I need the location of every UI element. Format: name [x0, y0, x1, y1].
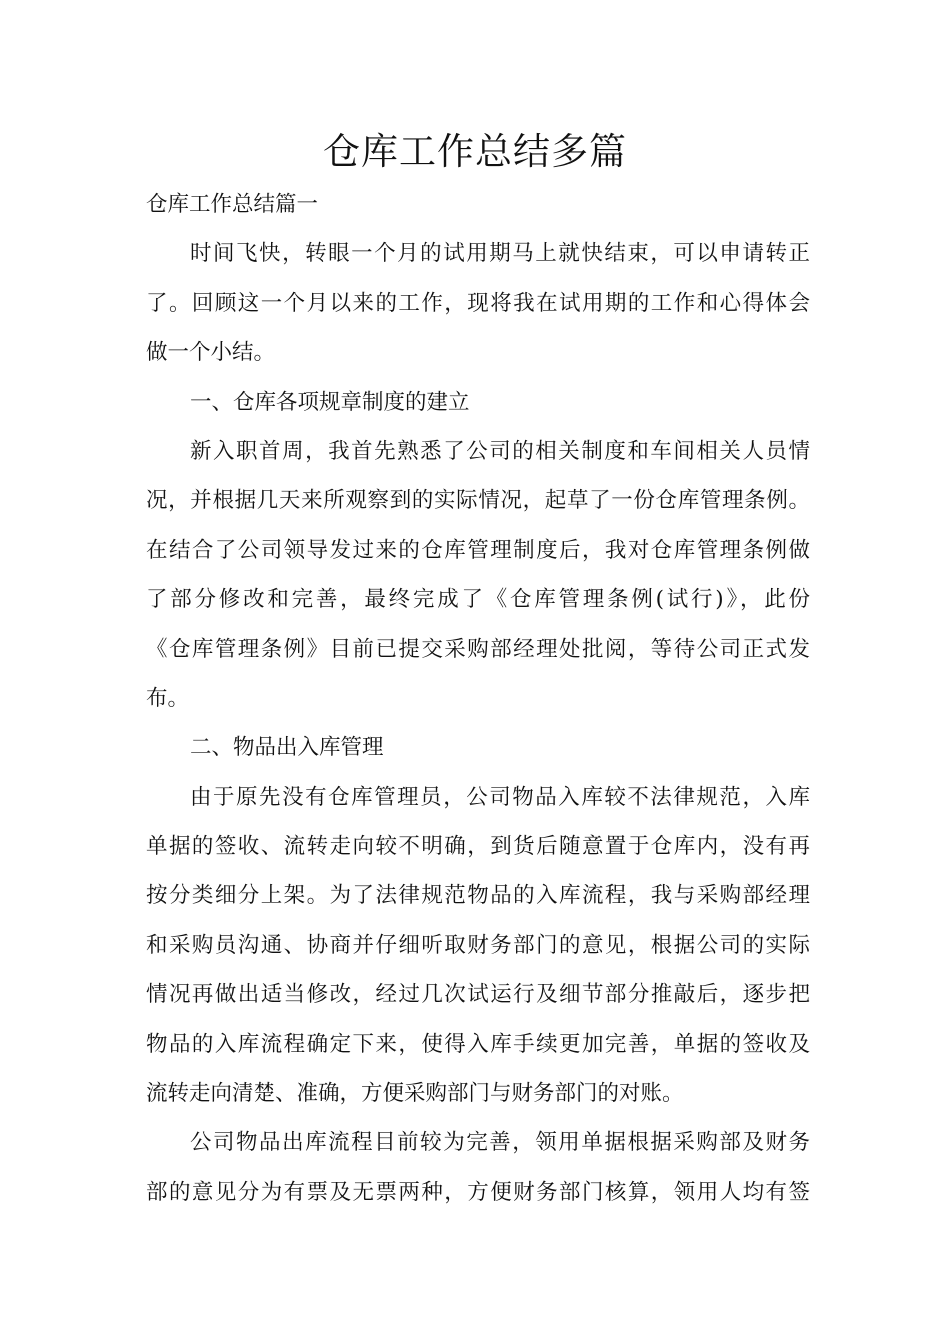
- text-line: 做一个小结。: [146, 340, 276, 366]
- text-line: 和采购员沟通、协商并仔细听取财务部门的意见，根据公司的实际: [146, 932, 810, 958]
- text-line: 了。回顾这一个月以来的工作，现将我在试用期的工作和心得体会: [146, 290, 810, 316]
- text-line: 况，并根据几天来所观察到的实际情况，起草了一份仓库管理条例。: [146, 488, 810, 514]
- text-line: 一、仓库各项规章制度的建立: [190, 389, 470, 415]
- text-line: 《仓库管理条例》目前已提交采购部经理处批阅，等待公司正式发: [146, 636, 810, 662]
- text-line: 时间飞快，转眼一个月的试用期马上就快结束，可以申请转正: [190, 241, 810, 267]
- text-line: 物品的入库流程确定下来，使得入库手续更加完善，单据的签收及: [146, 1031, 810, 1057]
- text-line: 布。: [146, 685, 190, 711]
- text-line: 公司物品出库流程目前较为完善，领用单据根据采购部及财务: [190, 1130, 810, 1156]
- document-title: 仓库工作总结多篇: [323, 130, 627, 173]
- text-line: 按分类细分上架。为了法律规范物品的入库流程，我与采购部经理: [146, 883, 810, 909]
- document-body: [146, 180, 810, 1217]
- text-line: 仓库工作总结篇一: [146, 192, 319, 217]
- text-line: 新入职首周，我首先熟悉了公司的相关制度和车间相关人员情: [190, 438, 810, 464]
- text-line: 情况再做出适当修改，经过几次试运行及细节部分推敲后，逐步把: [146, 982, 810, 1008]
- text-line: 流转走向清楚、准确，方便采购部门与财务部门的对账。: [146, 1081, 684, 1107]
- text-line: 单据的签收、流转走向较不明确，到货后随意置于仓库内，没有再: [146, 834, 810, 860]
- text-line: 了部分修改和完善，最终完成了《仓库管理条例(试行)》，此份: [146, 587, 810, 613]
- text-line: 二、物品出入库管理: [190, 735, 384, 761]
- text-line: 由于原先没有仓库管理员，公司物品入库较不法律规范，入库: [190, 784, 810, 810]
- text-line: 在结合了公司领导发过来的仓库管理制度后，我对仓库管理条例做: [146, 537, 810, 563]
- text-line: 部的意见分为有票及无票两种，方便财务部门核算，领用人均有签: [146, 1179, 810, 1205]
